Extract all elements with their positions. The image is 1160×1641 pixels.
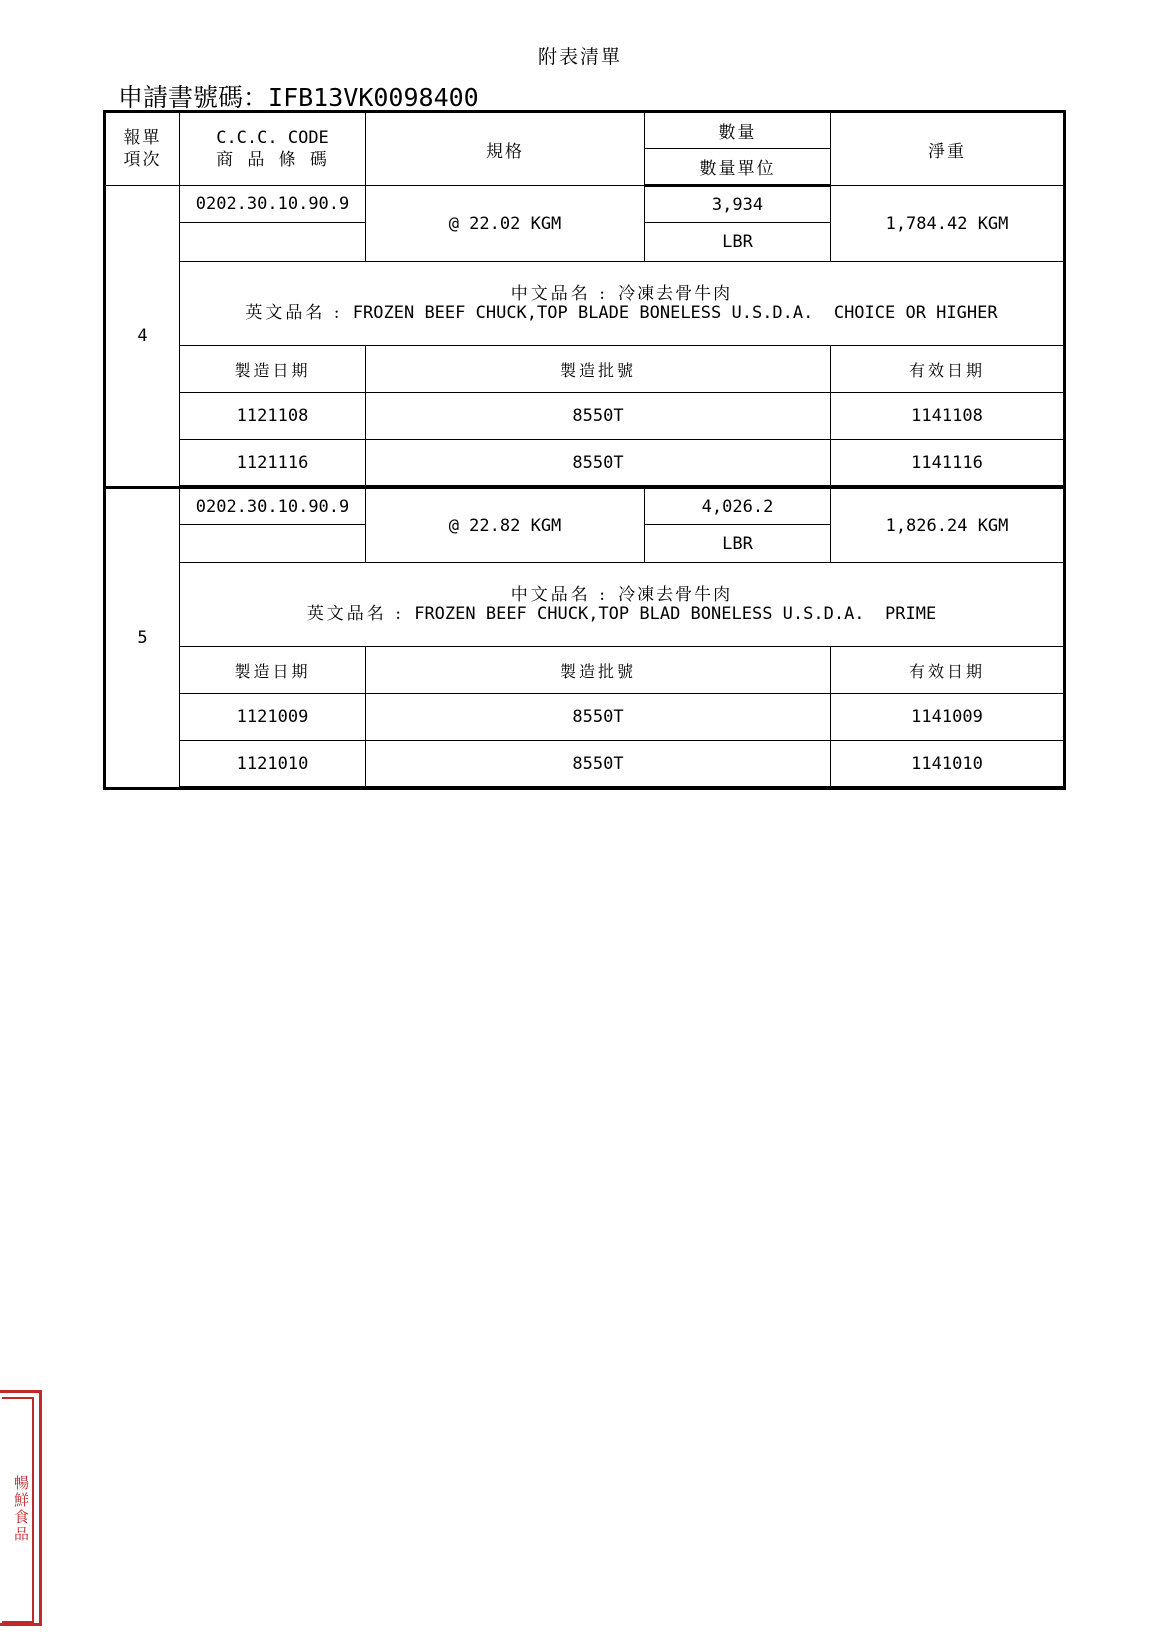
header-code [180, 112, 366, 186]
header-item-no-line2: 項次 [123, 150, 162, 170]
mfg-date: 1121010 [180, 741, 366, 787]
en-name-label: 英文品名 : [245, 302, 343, 323]
mfg-date: 1121116 [180, 440, 366, 486]
ccc-code: 0202.30.10.90.9 [180, 488, 366, 525]
net-weight: 1,784.42 KGM [831, 186, 1065, 262]
company-seal [0, 1390, 42, 1626]
cn-name-line [180, 285, 1063, 304]
spec: @ 22.02 KGM [366, 186, 645, 262]
mfg-date: 1121108 [180, 393, 366, 440]
en-name-line [180, 304, 1063, 323]
en-name-line [180, 605, 1063, 624]
item-no: 4 [105, 186, 180, 488]
header-item-no [105, 112, 180, 186]
en-name: FROZEN BEEF CHUCK,TOP BLAD BONELESS U.S.D.A. PRIME [414, 603, 937, 624]
product-names [180, 262, 1065, 346]
spec: @ 22.82 KGM [366, 488, 645, 563]
quantity: 4,026.2 [645, 488, 831, 525]
seal-text: 暢鮮食品 [12, 1475, 30, 1543]
batch-no-header: 製造批號 [366, 346, 831, 393]
en-name: FROZEN BEEF CHUCK,TOP BLADE BONELESS U.S.D.A. CHOICE OR HIGHER [352, 302, 998, 323]
item-no: 5 [105, 488, 180, 789]
expiry-date: 1141116 [831, 440, 1065, 486]
application-number: IFB13VK0098400 [268, 83, 479, 112]
quantity-unit: LBR [645, 525, 831, 563]
net-weight: 1,826.24 KGM [831, 488, 1065, 563]
cn-name-label: 中文品名 : [510, 283, 608, 304]
cn-name: 冷凍去骨牛肉 [618, 584, 733, 605]
batch-no: 8550T [366, 393, 831, 440]
product-names [180, 563, 1065, 647]
expiry-date: 1141009 [831, 694, 1065, 741]
cn-name: 冷凍去骨牛肉 [618, 283, 733, 304]
document-title: 附表清單 [537, 46, 622, 68]
batch-no-header: 製造批號 [366, 647, 831, 694]
header-code-line1: C.C.C. CODE [216, 128, 329, 148]
barcode [180, 223, 366, 262]
en-name-label: 英文品名 : [306, 603, 404, 624]
expiry-date-header: 有效日期 [831, 346, 1065, 393]
batch-no: 8550T [366, 694, 831, 741]
attachment-table [103, 110, 1066, 790]
quantity: 3,934 [645, 186, 831, 223]
header-item-no-line1: 報單 [123, 128, 162, 148]
header-net-weight: 淨重 [831, 112, 1065, 186]
mfg-date-header: 製造日期 [180, 647, 366, 694]
header-quantity: 數量 [645, 112, 831, 149]
batch-no: 8550T [366, 741, 831, 787]
expiry-date: 1141010 [831, 741, 1065, 787]
cn-name-label: 中文品名 : [510, 584, 608, 605]
quantity-unit: LBR [645, 223, 831, 262]
header-quantity-unit: 數量單位 [645, 149, 831, 186]
header-spec: 規格 [366, 112, 645, 186]
application-number-label: 申請書號碼： [118, 83, 269, 112]
batch-no: 8550T [366, 440, 831, 486]
ccc-code: 0202.30.10.90.9 [180, 186, 366, 223]
barcode [180, 525, 366, 563]
mfg-date: 1121009 [180, 694, 366, 741]
expiry-date: 1141108 [831, 393, 1065, 440]
mfg-date-header: 製造日期 [180, 346, 366, 393]
expiry-date-header: 有效日期 [831, 647, 1065, 694]
header-code-line2: 商 品 條 碼 [216, 150, 329, 170]
cn-name-line [180, 586, 1063, 605]
application-number-line [118, 78, 479, 114]
